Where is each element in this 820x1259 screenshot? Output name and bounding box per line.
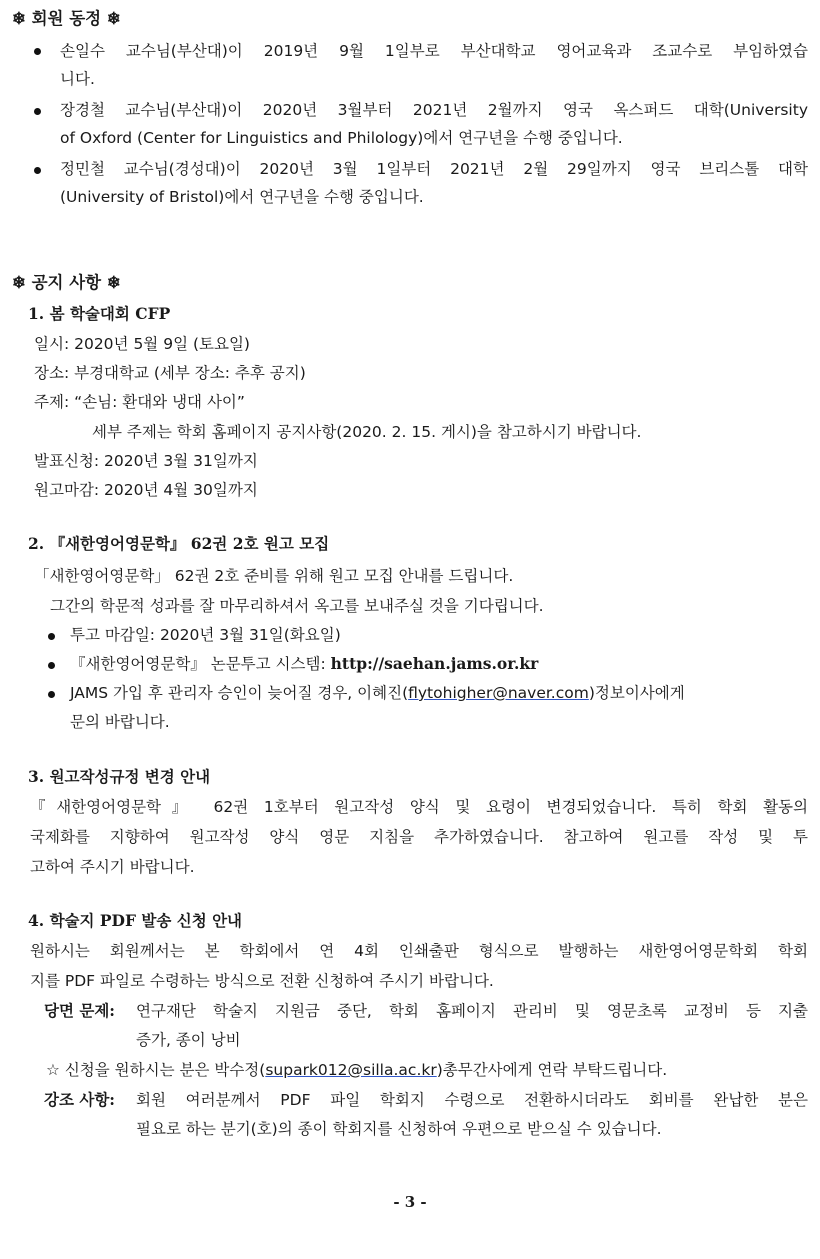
notice-2-bullet2 bbox=[70, 654, 538, 674]
notice-4-apply-post: )총무간사에게 연락 부탁드립니다. bbox=[436, 1061, 668, 1079]
editor-email-link[interactable]: flytohigher@naver.com bbox=[408, 684, 589, 702]
notice-4-title: 4. 학술지 PDF 발송 신청 안내 bbox=[28, 911, 243, 930]
notice-2-bullet3-line2: 문의 바랍니다. bbox=[70, 713, 170, 731]
notice-2-bullet2-label: 『새한영어영문학』 논문투고 시스템: bbox=[70, 655, 331, 673]
emphasis-label: 강조 사항: bbox=[44, 1090, 116, 1109]
notice-3-line2: 국제화를 지향하여 원고작성 양식 영문 지침을 추가하였습니다. 참고하여 원고를 작성 및 투 bbox=[30, 828, 808, 846]
member-news-item-3-line2: (University of Bristol)에서 연구년을 수행 중입니다. bbox=[60, 188, 424, 206]
page-number: - 3 - bbox=[393, 1193, 427, 1211]
emphasis-label-text: 강조 사항 bbox=[44, 1090, 110, 1109]
notices-heading: ❄ 공지 사항 ❄ bbox=[12, 273, 121, 292]
bullet-icon bbox=[34, 108, 41, 115]
notice-1-date: 일시: 2020년 5월 9일 (토요일) bbox=[34, 335, 250, 353]
notice-2-bullet3-post: )정보이사에게 bbox=[588, 684, 685, 702]
notice-2-bullet3-pre: JAMS 가입 후 관리자 승인이 늦어질 경우, 이혜진( bbox=[70, 684, 409, 702]
notice-4-apply bbox=[46, 1060, 667, 1080]
notice-3-line1: 『새한영어영문학』 62권 1호부터 원고작성 양식 및 요령이 변경되었습니다. 특히 학회 활동의 bbox=[30, 798, 808, 816]
notice-4-line1: 원하시는 회원께서는 본 학회에서 연 4회 인쇄출판 형식으로 발행하는 새한영어영문학회 학회 bbox=[30, 942, 808, 960]
member-news-item-3-line1: 정민철 교수님(경성대)이 2020년 3월 1일부터 2021년 2월 29일까지 영국 브리스톨 대학 bbox=[60, 160, 808, 178]
member-news-item-2-line1: 장경철 교수님(부산대)이 2020년 3월부터 2021년 2월까지 영국 옥스퍼드 대학(University bbox=[60, 101, 808, 119]
notice-2-bullet3 bbox=[70, 683, 685, 703]
secretary-email-link[interactable]: supark012@silla.ac.kr bbox=[265, 1061, 437, 1079]
member-news-item-1-line1: 손일수 교수님(부산대)이 2019년 9월 1일부로 부산대학교 영어교육과 조교수로 부임하였습 bbox=[60, 42, 808, 60]
notice-2-title: 2. 『새한영어영문학』 62권 2호 원고 모집 bbox=[28, 534, 330, 553]
bullet-icon bbox=[48, 633, 55, 640]
issue-line1: 연구재단 학술지 지원금 중단, 학회 홈페이지 관리비 및 영문초록 교정비 등 지출 bbox=[136, 1002, 808, 1020]
notice-3-title: 3. 원고작성규정 변경 안내 bbox=[28, 767, 211, 786]
member-news-item-2-line2: of Oxford (Center for Linguistics and Philology)에서 연구년을 수행 중입니다. bbox=[60, 129, 623, 147]
bullet-icon bbox=[48, 691, 55, 698]
submission-system-link[interactable]: http://saehan.jams.or.kr bbox=[330, 654, 539, 673]
notice-1-title: 1. 봄 학술대회 CFP bbox=[28, 304, 171, 323]
member-news-heading: ❄ 회원 동정 ❄ bbox=[12, 9, 121, 28]
notice-3-line3: 고하여 주시기 바랍니다. bbox=[30, 858, 195, 876]
notice-1-venue: 장소: 부경대학교 (세부 장소: 추후 공지) bbox=[34, 364, 306, 382]
notice-4-line2: 지를 PDF 파일로 수령하는 방식으로 전환 신청하여 주시기 바랍니다. bbox=[30, 972, 494, 990]
emphasis-line1: 회원 여러분께서 PDF 파일 학회지 수령으로 전환하시더라도 회비를 완납한 분은 bbox=[136, 1091, 808, 1109]
bullet-icon bbox=[48, 662, 55, 669]
notice-1-theme: 주제: “손님: 환대와 냉대 사이” bbox=[34, 393, 245, 411]
issue-label: 당면 문제: bbox=[44, 1001, 116, 1020]
notice-1-apply: 발표신청: 2020년 3월 31일까지 bbox=[34, 452, 258, 470]
notice-1-deadline: 원고마감: 2020년 4월 30일까지 bbox=[34, 481, 258, 499]
notice-4-apply-pre: ☆ 신청을 원하시는 분은 박수정( bbox=[46, 1061, 266, 1079]
notice-2-bullet1: 투고 마감일: 2020년 3월 31일(화요일) bbox=[70, 626, 341, 644]
notice-1-theme-detail: 세부 주제는 학회 홈페이지 공지사항(2020. 2. 15. 게시)을 참고하시기 바랍니다. bbox=[92, 423, 642, 441]
notice-2-intro1: 「새한영어영문학」 62권 2호 준비를 위해 원고 모집 안내를 드립니다. bbox=[34, 567, 514, 585]
issue-label-text: 당면 문제 bbox=[44, 1001, 110, 1020]
bullet-icon bbox=[34, 167, 41, 174]
issue-line2: 증가, 종이 낭비 bbox=[136, 1031, 241, 1049]
member-news-item-1-line2: 니다. bbox=[60, 70, 95, 88]
bullet-icon bbox=[34, 48, 41, 55]
notice-2-intro2: 그간의 학문적 성과를 잘 마무리하셔서 옥고를 보내주실 것을 기다립니다. bbox=[50, 597, 544, 615]
emphasis-line2: 필요로 하는 분기(호)의 종이 학회지를 신청하여 우편으로 받으실 수 있습니다. bbox=[136, 1120, 662, 1138]
